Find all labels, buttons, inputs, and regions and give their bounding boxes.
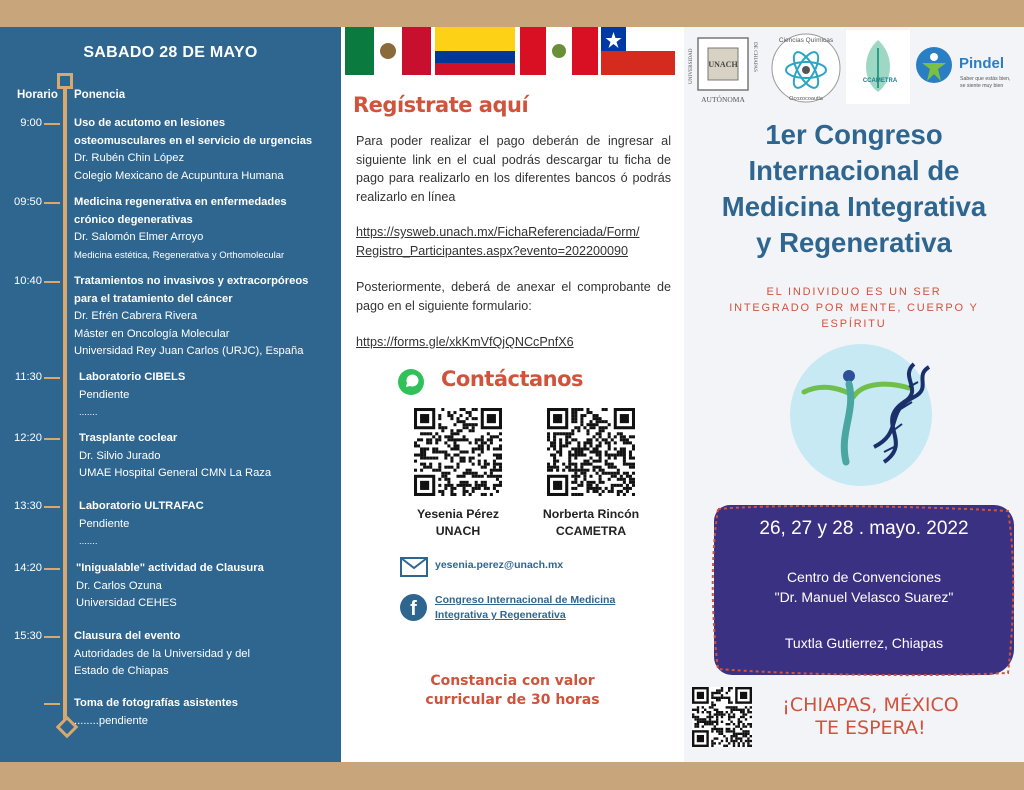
event-speaker: Pendiente: [79, 517, 130, 530]
schedule-time-header: Horario: [17, 89, 58, 101]
event-title: Laboratorio CIBELS: [79, 371, 186, 383]
contact-email[interactable]: yesenia.perez@unach.mx: [435, 559, 564, 571]
timeline-line: [63, 79, 67, 729]
congress-title: [684, 117, 1024, 261]
event-time: 14:20: [14, 562, 42, 574]
facebook-page-link[interactable]: [435, 593, 615, 623]
top-frame-border: [0, 0, 1024, 27]
congress-title-line4: y Regenerativa: [756, 227, 952, 258]
event-degree: Máster en Oncología Molecular: [74, 327, 230, 340]
event-title: Clausura del evento: [74, 630, 181, 642]
unach-logo: [686, 34, 760, 106]
event-title: Toma de fotografías asistentes: [74, 697, 238, 709]
form-instructions: Posteriormente, deberá de anexar el comprobante de pago en el siguiente formulario:: [356, 280, 671, 313]
event-venue: [714, 567, 1014, 607]
venue-line1: Centro de Convenciones: [786, 569, 942, 585]
event-affiliation: Universidad CEHES: [76, 597, 177, 609]
ciencias-quimicas-text: Ciencias Químicas: [778, 37, 834, 44]
schedule-panel: [0, 27, 341, 762]
contact-qr-code-2[interactable]: [547, 408, 635, 496]
event-time: 11:30: [14, 371, 42, 383]
timeline-tick: [44, 202, 60, 204]
registration-panel: [341, 27, 684, 762]
event-title: Laboratorio ULTRAFAC: [79, 500, 204, 512]
event-speaker: Dr. Rubén Chin López: [74, 152, 185, 164]
timeline-tick: [44, 281, 60, 283]
event-placeholder: .......: [79, 536, 98, 547]
event-details: [79, 498, 344, 551]
event-time: 13:30: [14, 500, 42, 512]
peru-flag: [520, 27, 598, 75]
timeline-tick: [44, 636, 60, 638]
contact-qr-code-1[interactable]: [414, 408, 502, 496]
event-speaker: Pendiente: [79, 388, 130, 401]
event-title-cont: para el tratamiento del cáncer: [74, 292, 233, 305]
facebook-link-line2[interactable]: Integrativa y Regenerativa: [435, 609, 566, 621]
event-details: [74, 628, 339, 681]
event-placeholder: .......: [79, 407, 98, 418]
event-title-cont: osteomusculares en el servicio de urgencias: [74, 134, 313, 147]
ciencias-quimicas-logo: [766, 30, 846, 106]
form-link[interactable]: https://forms.gle/xkKmVfQjQNCcPnfX6: [356, 335, 574, 349]
event-affiliation: Medicina estética, Regenerativa y Orthomolecular: [74, 249, 285, 261]
closing-line1: ¡CHIAPAS, MÉXICO: [782, 694, 959, 716]
event-info-panel: [684, 27, 1024, 762]
event-dates-box: [714, 505, 1014, 675]
event-speaker: Autoridades de la Universidad y del: [74, 647, 250, 660]
slogan-line1: EL INDIVIDUO ES UN SER: [766, 286, 942, 298]
event-details: [74, 273, 339, 361]
certificate-line1: Constancia con valor: [430, 673, 595, 689]
contact-person-1-org: UNACH: [435, 524, 481, 538]
timeline-tick: [44, 506, 60, 508]
contact-title: Contáctanos: [441, 367, 584, 391]
unach-logo-mid: UNACH: [708, 60, 738, 69]
timeline-tick: [44, 123, 60, 125]
timeline-start-marker: [57, 73, 73, 89]
congress-title-line2: Internacional de: [748, 155, 960, 186]
slogan-line2: INTEGRADO POR MENTE, CUERPO Y: [729, 302, 979, 314]
schedule-talk-header: Ponencia: [74, 89, 126, 101]
event-details: [76, 560, 341, 613]
contact-person-1: [393, 506, 523, 540]
event-time: 9:00: [20, 117, 42, 129]
event-details: [74, 194, 339, 264]
venue-line2: "Dr. Manuel Velasco Suarez": [774, 589, 954, 605]
timeline-tick: [44, 438, 60, 440]
event-title: Medicina regenerativa en enfermedades: [74, 196, 287, 208]
facebook-icon: f: [400, 594, 427, 621]
unach-logo-top: UNIVERSIDAD: [688, 48, 694, 84]
event-affiliation: Colegio Mexicano de Acupuntura Humana: [74, 169, 284, 182]
register-title: Regístrate aquí: [353, 93, 529, 117]
ccametra-logo: [846, 30, 910, 104]
certificate-note: [341, 672, 684, 710]
event-affiliation: Estado de Chiapas: [74, 665, 169, 677]
event-time: 15:30: [14, 630, 42, 642]
contact-person-2-name: Norberta Rincón: [542, 507, 640, 521]
event-title: Uso de acutomo en lesiones: [74, 117, 226, 129]
chile-flag: [601, 27, 675, 75]
colombia-flag: [435, 27, 515, 75]
congress-slogan: [704, 284, 1004, 332]
payment-link-line1[interactable]: https://sysweb.unach.mx/FichaReferenciada/Form/: [356, 225, 640, 239]
unach-logo-bottom: AUTÓNOMA: [701, 95, 745, 104]
event-qr-code[interactable]: [692, 687, 752, 747]
event-time: 10:40: [14, 275, 42, 287]
event-time: 09:50: [14, 196, 42, 208]
ccametra-text: CCAMETRA: [862, 78, 898, 84]
closing-message: [768, 694, 973, 740]
certificate-line2: curricular de 30 horas: [425, 692, 600, 708]
timeline-tick: [44, 568, 60, 570]
congress-title-line1: 1er Congreso: [765, 119, 943, 150]
mexico-flag: [345, 27, 431, 75]
congress-title-line3: Medicina Integrativa: [721, 191, 987, 222]
event-title: Trasplante coclear: [79, 432, 178, 444]
event-affiliation: Universidad Rey Juan Carlos (URJC), España: [74, 345, 304, 357]
event-speaker: Dr. Carlos Ozuna: [76, 579, 162, 592]
pindel-tagline-1: Saber que estás bien,: [960, 76, 1011, 82]
facebook-link-line1[interactable]: Congreso Internacional de Medicina: [435, 594, 616, 606]
slogan-line3: ESPÍRITU: [821, 318, 887, 330]
event-city: Tuxtla Gutierrez, Chiapas: [784, 635, 944, 651]
contact-person-2-org: CCAMETRA: [555, 524, 627, 538]
event-details: [79, 369, 344, 422]
event-details: [79, 430, 344, 483]
event-speaker: Dr. Salomón Elmer Arroyo: [74, 231, 204, 243]
event-title: "Inigualable" actividad de Clausura: [76, 562, 264, 574]
contact-person-2: [526, 506, 656, 540]
timeline-tick: [44, 703, 60, 705]
whatsapp-icon: [397, 368, 425, 396]
mail-icon: [400, 557, 428, 577]
payment-instructions: Para poder realizar el pago deberán de ingresar al siguiente link en el cual podrás descargar tu ficha de pago para realizarlo en los diferentes bancos ó podrás realizarlo en línea: [356, 134, 671, 204]
pindel-name: Pindel: [959, 55, 1005, 72]
event-dates: 26, 27 y 28 . mayo. 2022: [759, 518, 969, 539]
event-time: 12:20: [14, 432, 42, 444]
event-speaker: Dr. Silvio Jurado: [79, 449, 161, 462]
closing-line2: TE ESPERA!: [815, 717, 926, 739]
event-speaker: ........pendiente: [74, 714, 149, 727]
schedule-day-title: SABADO 28 DE MAYO: [83, 44, 258, 61]
contact-person-1-name: Yesenia Pérez: [416, 507, 500, 521]
event-affiliation: UMAE Hospital General CMN La Raza: [79, 467, 272, 479]
event-speaker: Dr. Efrén Cabrera Rivera: [74, 310, 198, 322]
payment-link-line2[interactable]: Registro_Participantes.aspx?evento=202200090: [356, 243, 629, 258]
event-details: [74, 695, 339, 730]
pindel-logo: [914, 45, 1024, 95]
event-title: Tratamientos no invasivos y extracorpóreos: [74, 275, 309, 287]
dna-human-illustration: [794, 352, 944, 482]
bottom-frame-border: [0, 762, 1024, 790]
event-title-cont: crónico degenerativas: [74, 213, 193, 226]
payment-link[interactable]: [356, 223, 671, 260]
pindel-tagline-2: se siente muy bien: [960, 83, 1004, 89]
event-details: [74, 115, 339, 185]
unach-logo-side: DE CHIAPAS: [752, 42, 758, 72]
timeline-tick: [44, 377, 60, 379]
ocozocoautla-text: Ocozocoautla: [789, 96, 823, 102]
